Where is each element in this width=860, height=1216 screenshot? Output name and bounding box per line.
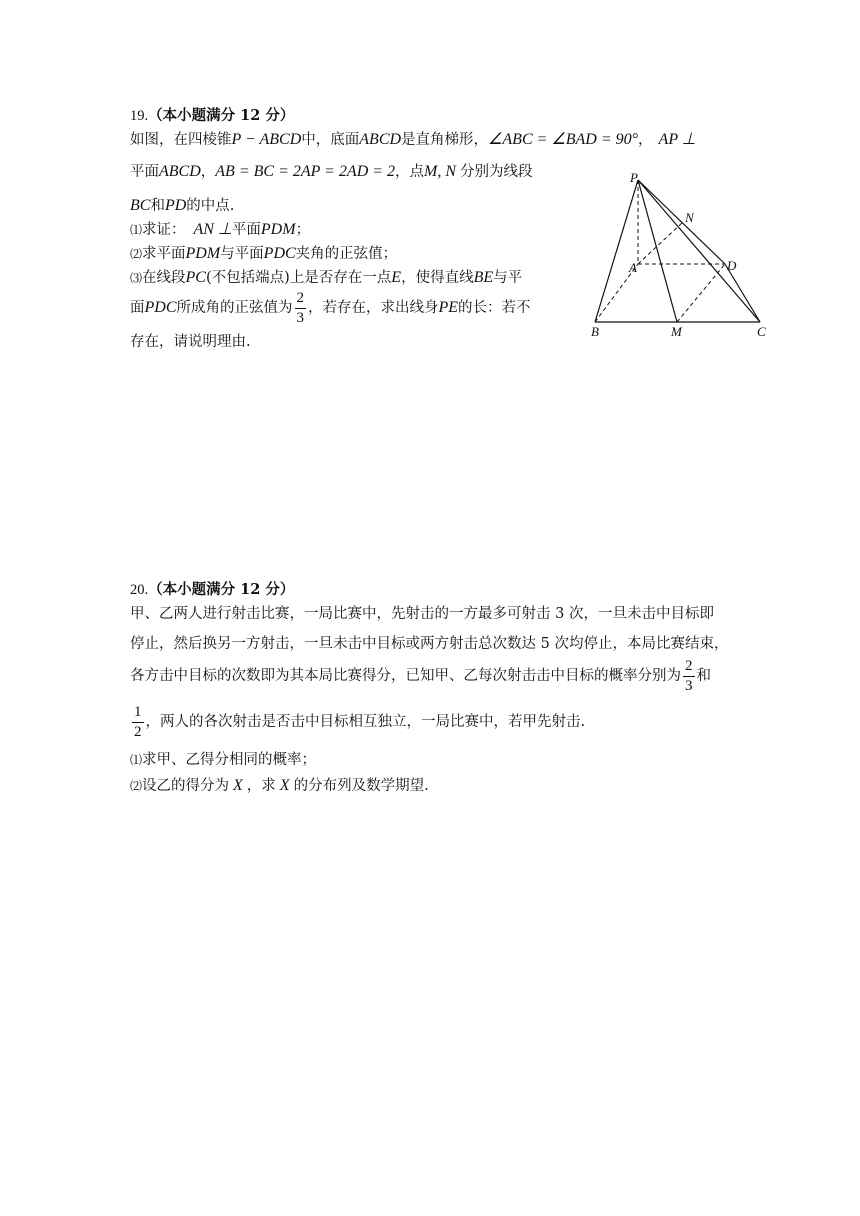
q20-score: （本小题满分 12 分） [148,581,295,598]
q19-stem-line3 [130,196,234,216]
edge-AN [638,222,683,264]
numerator: 2 [683,659,695,677]
math: X [279,777,290,794]
text: 停止，然后换另一方射击，一旦未击中目标或两方射击总次数达 5 次均停止，本局比赛结束， [130,636,729,652]
q19-part3-line2 [130,290,531,326]
text: 的中点. [186,198,235,214]
denominator: 3 [296,309,304,326]
math: PDC [263,245,296,262]
text: 是直角梯形， [401,132,489,148]
numerator: 1 [132,705,144,723]
q19-stem-line1 [130,130,696,150]
q19-part1 [130,220,310,240]
text: ； [295,222,311,238]
math: BE [473,269,494,286]
label-B: B [591,324,599,339]
text: ， [200,164,216,180]
text: 的分布列及数学期望. [293,778,429,794]
text: 平面 [231,222,261,238]
math: PC [185,269,206,286]
part-number: ⑶ [130,271,143,285]
text: 所成角的正弦值为 [176,300,293,316]
q19-score: （本小题满分 12 分） [148,107,295,124]
label-P: P [630,170,638,185]
label-N: N [685,210,694,225]
q19-header [130,106,294,126]
math: ∠ABC = ∠BAD = 90° [488,131,639,148]
math: M, N [424,163,457,180]
part-number: ⑵ [130,779,143,793]
q19-stem-line2 [130,162,533,182]
label-M: M [671,324,682,339]
text: ，若存在，求出线身 [308,300,439,316]
fraction-two-thirds [683,659,695,694]
part-number: ⑴ [130,223,143,237]
text: 与平面 [220,246,264,262]
math: BC [130,197,151,214]
text: 甲、乙两人进行射击比赛，一局比赛中，先射击的一方最多可射击 3 次，一旦未击中目标即 [130,606,714,622]
denominator: 2 [134,723,142,740]
text: 分别为线段 [460,164,533,180]
math: PD [164,197,187,214]
label-A: A [629,260,637,275]
text: 求甲、乙得分相同的概率； [142,752,317,768]
text: 与平 [493,270,523,286]
math: PDC [144,299,177,316]
q19-part2 [130,244,397,264]
math: PE [438,299,459,316]
text: 求平面 [142,246,186,262]
denominator: 3 [685,677,693,694]
fraction-one-half [132,705,144,740]
q20-header [130,580,294,600]
text: ，使得直线 [401,270,474,286]
math: E [391,269,402,286]
q20-stem-line4 [130,704,585,740]
q20-stem-line3 [130,658,711,694]
math: AN ⊥ [193,221,232,238]
text: 和 [150,198,165,214]
edge-MD [677,264,725,322]
text: 设乙的得分为 [142,778,230,794]
q20-stem-line2 [130,634,728,654]
text: 和 [696,668,711,684]
fraction-two-thirds [295,291,307,326]
q20-number: 20. [130,582,149,598]
text: ，两人的各次射击是否击中目标相互独立，一局比赛中，若甲先射击. [145,714,586,730]
math: P − ABCD [231,131,302,148]
text: (不包括端点)上是否存在一点 [205,270,392,286]
q20-part2 [130,776,429,796]
text: ，求 [246,778,276,794]
edge-PC [638,180,760,322]
math: ABCD [159,163,201,180]
text: 中，底面 [301,132,360,148]
edge-PD [638,180,725,264]
math: PDM [185,245,221,262]
part-number: ⑴ [130,753,143,767]
numerator: 2 [295,291,307,309]
text: 求证： [142,222,186,238]
text: 如图，在四棱锥 [130,132,232,148]
text: 的长：若不 [458,300,531,316]
text: 面 [130,300,145,316]
q20-stem-line1 [130,604,714,624]
q20-part1 [130,750,316,770]
text: ，点 [395,164,425,180]
math: AB = BC = 2AP = 2AD = 2 [215,163,396,180]
text: ， [638,132,653,148]
q19-part3-line3 [130,332,251,352]
math: ABCD [359,131,402,148]
pyramid-figure [585,170,785,345]
math: PDM [260,221,296,238]
text: 在线段 [142,270,186,286]
text: 各方击中目标的次数即为其本局比赛得分，已知甲、乙每次射击击中目标的概率分别为 [130,668,681,684]
edge-PM [638,180,677,322]
label-C: C [757,324,766,339]
text: 夹角的正弦值； [295,246,398,262]
math: AP ⊥ [658,131,696,148]
q19-number: 19. [130,108,149,124]
q19-part3-line1 [130,268,522,288]
math: X [233,777,243,794]
text: 存在，请说明理由. [130,334,251,350]
part-number: ⑵ [130,247,143,261]
edge-PB [595,180,638,322]
label-D: D [727,258,737,273]
text: 平面 [130,164,159,180]
